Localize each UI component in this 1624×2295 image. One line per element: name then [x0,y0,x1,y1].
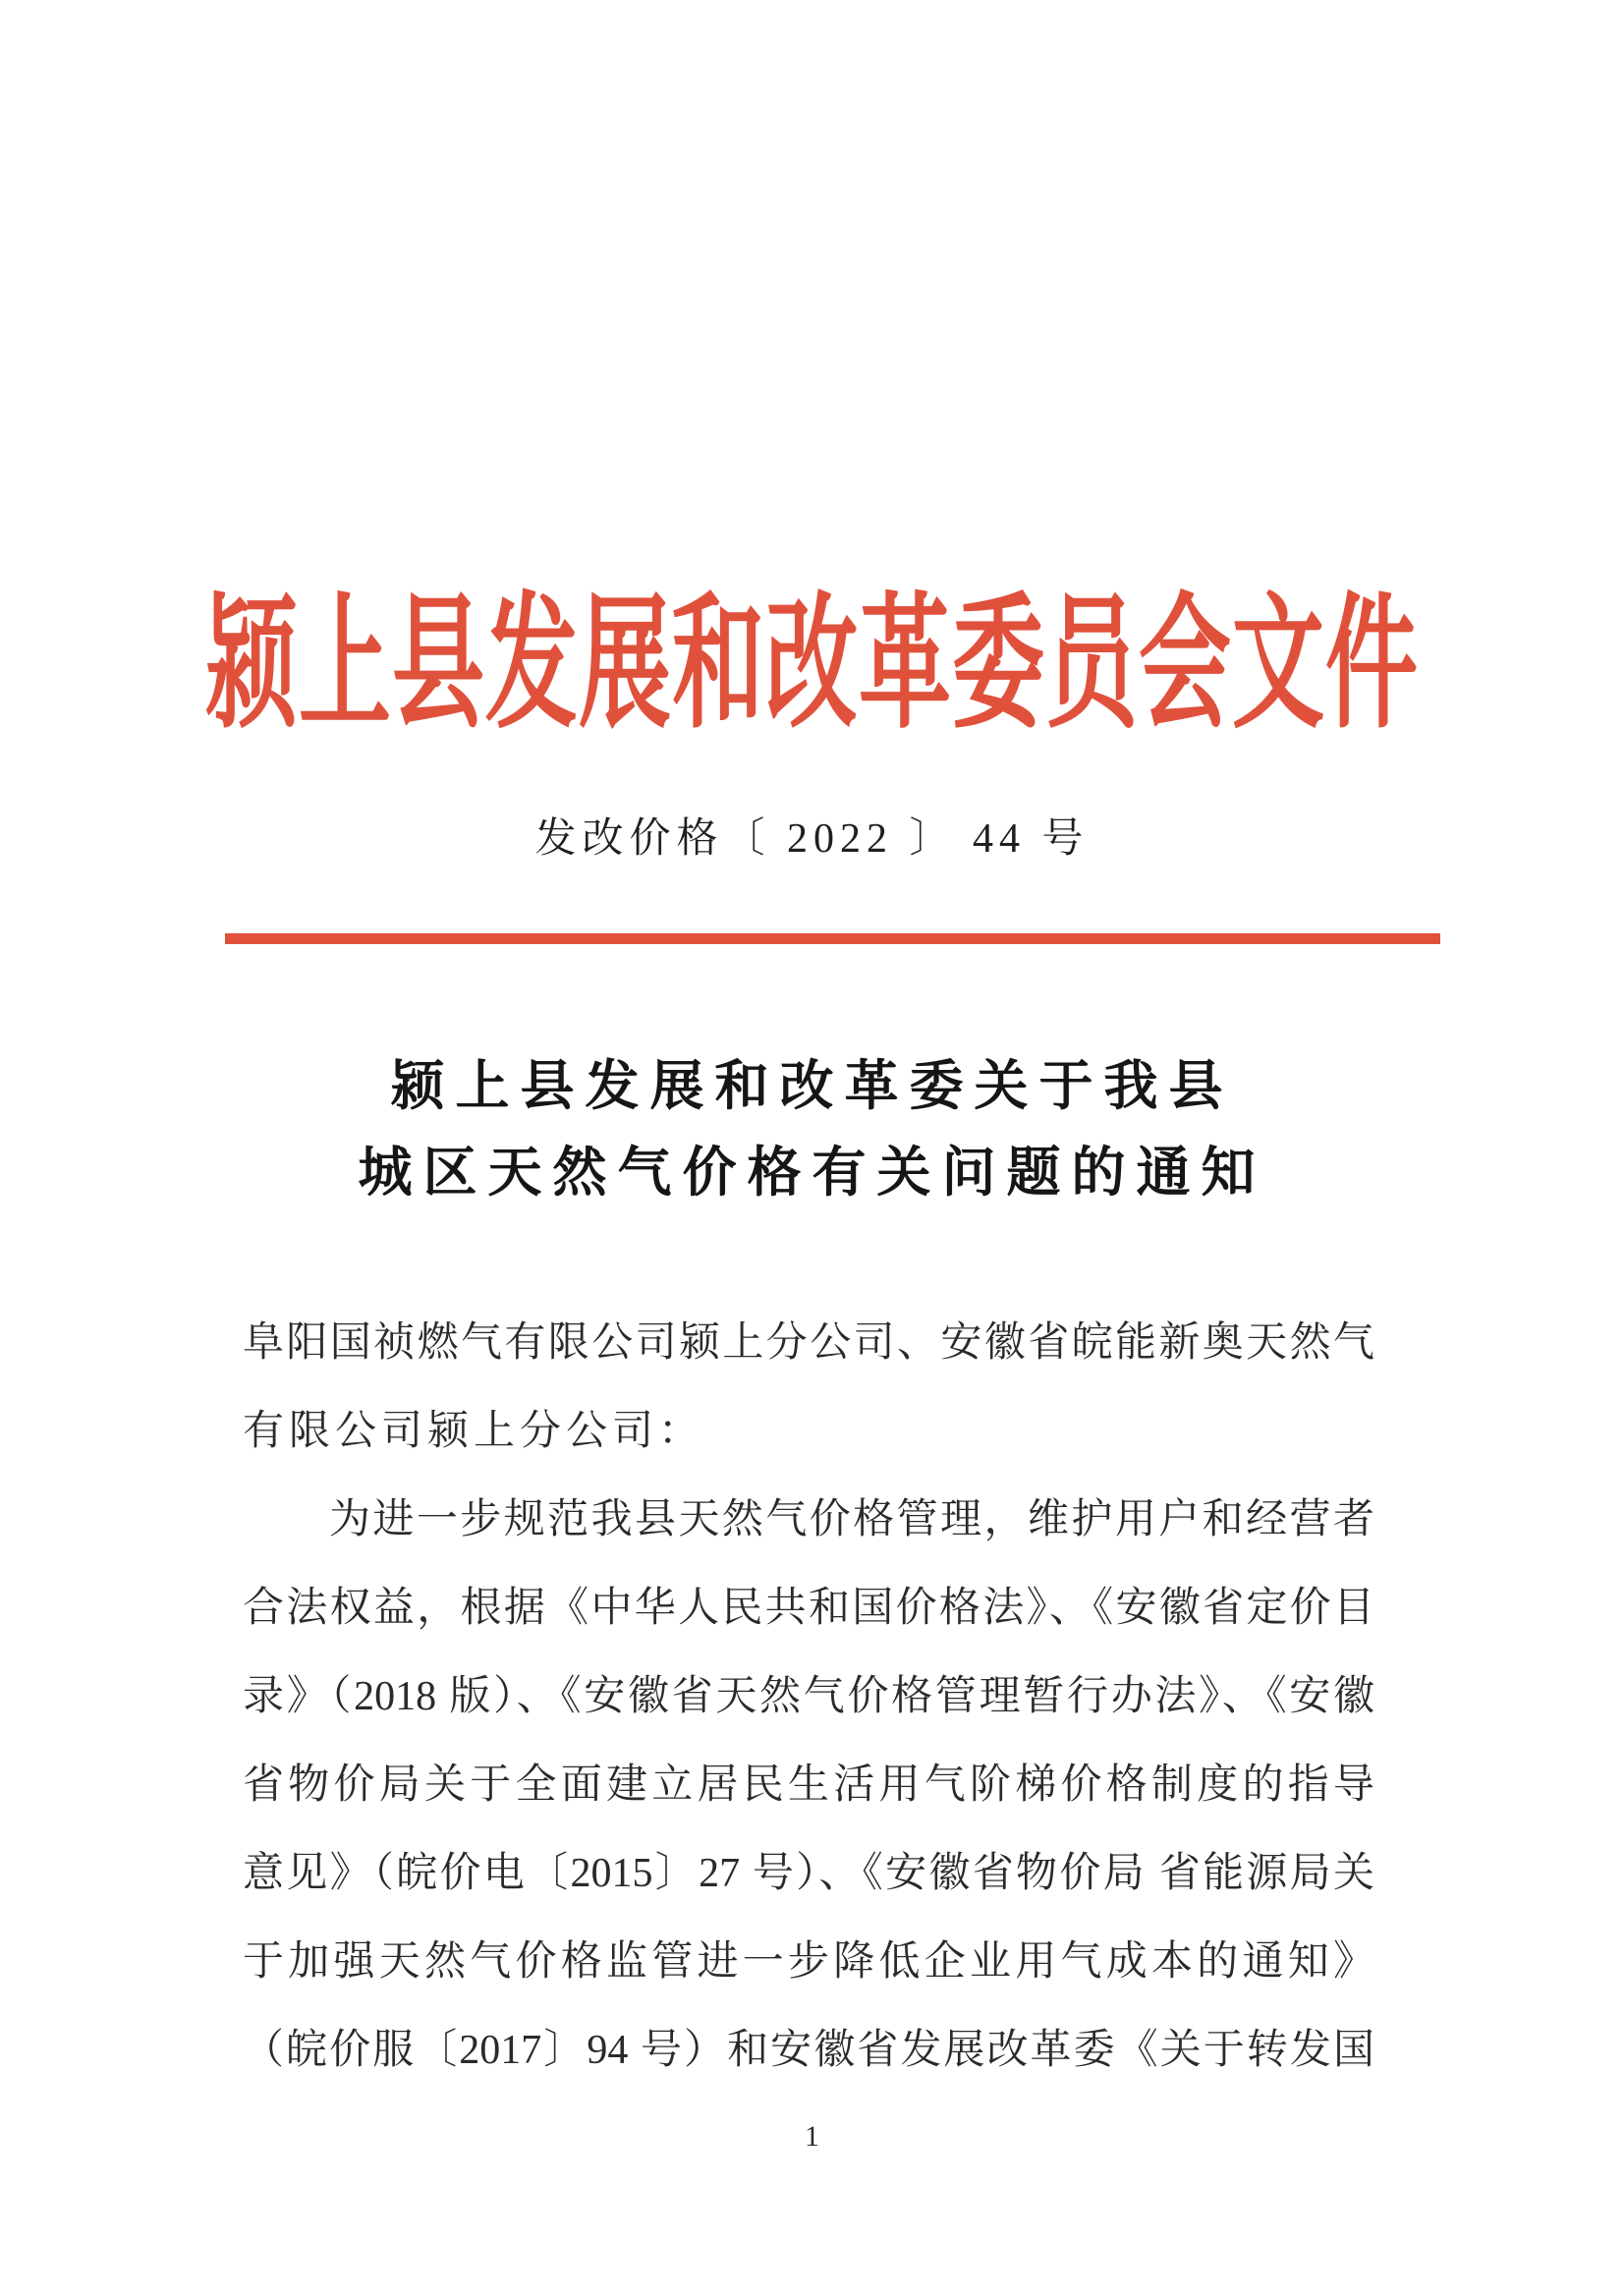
body-line: （皖价服〔2017〕94 号）和安徽省发展改革委《关于转发国 [243,2028,1374,2073]
red-divider-line [225,933,1440,944]
body-line: 于加强天然气价格监管进一步降低企业用气成本的通知》 [243,1939,1374,1985]
agency-header-title [0,546,1624,747]
document-title [0,1043,1624,1216]
body-line: 录》（2018 版）、《安徽省天然气价格管理暂行办法》、《安徽 [243,1674,1374,1719]
body-line-recipients: 阜阳国祯燃气有限公司颍上分公司、安徽省皖能新奥天然气 [243,1320,1374,1366]
document-number: 发改价格〔 2022 〕 44 号 [534,816,1090,862]
body-line: 为进一步规范我县天然气价格管理，维护用户和经营者 [329,1497,1374,1542]
body-line-recipients-2: 有限公司颍上分公司： [243,1409,705,1454]
agency-header-title-text: 颍上县发展和改革委员会文件 [204,585,1419,747]
document-body [243,1299,1374,2095]
document-title-line1: 颍上县发展和改革委关于我县 [390,1056,1234,1116]
body-line: 合法权益，根据《中华人民共和国价格法》、《安徽省定价目 [243,1586,1374,1631]
document-title-line2: 城区天然气价格有关问题的通知 [358,1143,1266,1203]
body-line: 意见》（皖价电〔2015〕27 号）、《安徽省物价局 省能源局关 [243,1851,1374,1896]
page-number: 1 [805,2120,819,2153]
body-line: 省物价局关于全面建立居民生活用气阶梯价格制度的指导 [243,1763,1374,1808]
